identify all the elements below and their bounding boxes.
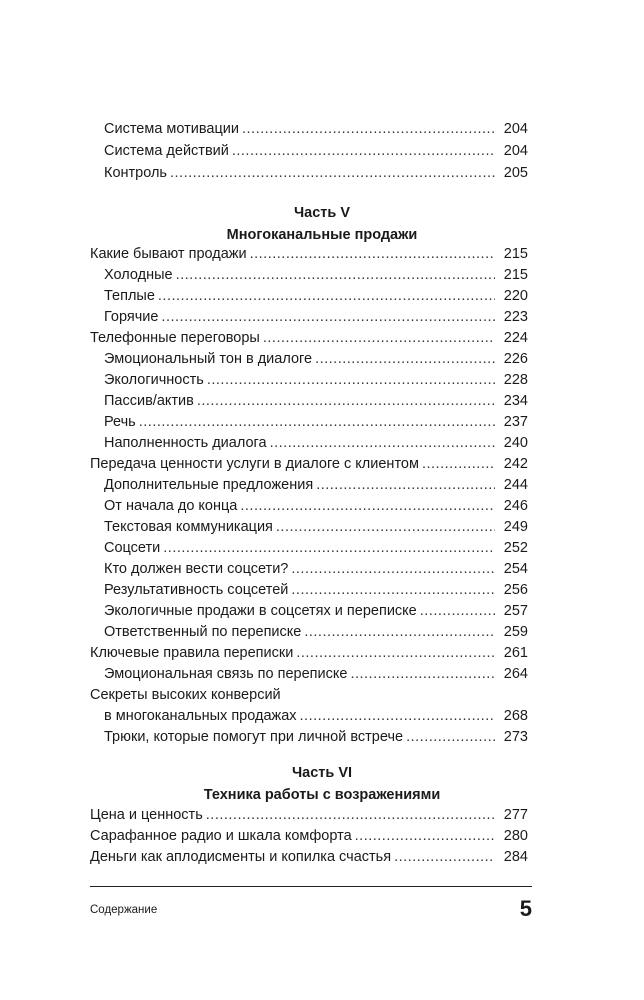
dot-leader [394, 846, 495, 868]
toc-entry [0, 390, 644, 412]
toc-entry [0, 663, 644, 685]
dot-leader [304, 621, 495, 643]
toc-entry [0, 825, 644, 847]
toc-entry [0, 264, 644, 286]
toc-entry [0, 369, 644, 391]
toc-entry-title: Экологичность [104, 372, 204, 388]
dot-leader [206, 804, 495, 826]
toc-entry-page: 257 [503, 603, 528, 619]
toc-entry-page: 224 [503, 330, 528, 346]
toc-entry [0, 243, 644, 265]
dot-leader [158, 285, 495, 307]
toc-entry [0, 705, 644, 727]
toc-entry-title: Ключевые правила переписки [90, 645, 294, 661]
toc-entry-title: Трюки, которые помогут при личной встрече [104, 729, 404, 745]
toc-entry-page: 215 [503, 267, 528, 283]
toc-entry-title: Теплые [104, 288, 155, 304]
dot-leader [355, 825, 495, 847]
toc-entry-page: 226 [503, 351, 528, 367]
toc-entry-page: 246 [503, 498, 528, 514]
dot-leader [420, 600, 495, 622]
dot-leader [406, 726, 495, 748]
toc-entry-title: Эмоциональная связь по переписке [104, 666, 348, 682]
dot-leader [163, 537, 495, 559]
toc-entry [0, 411, 644, 433]
toc-entry-title: Контроль [104, 165, 167, 181]
toc-entry-page: 256 [503, 582, 528, 598]
toc-entry-page: 204 [503, 143, 528, 159]
toc-entry [0, 726, 644, 748]
toc-entry-page: 204 [503, 121, 528, 137]
toc-entry-page: 268 [503, 708, 528, 724]
toc-entry-page: 237 [503, 414, 528, 430]
toc-entry-title: в многоканальных продажах [104, 708, 297, 724]
toc-entry-title: От начала до конца [104, 498, 238, 514]
toc-entry-page: 223 [503, 309, 528, 325]
toc-entry-title: Деньги как аплодисменты и копилка счастья [90, 849, 392, 865]
toc-entry [0, 804, 644, 826]
toc-entry [0, 162, 644, 184]
toc-entry-title: Цена и ценность [90, 807, 203, 823]
toc-entry-page: 205 [503, 165, 528, 181]
toc-entry-page: 280 [503, 828, 528, 844]
part-title: Многоканальные продажи [226, 227, 418, 243]
toc-entry [0, 579, 644, 601]
dot-leader [291, 579, 495, 601]
toc-entry [0, 621, 644, 643]
toc-entry-title: Телефонные переговоры [90, 330, 260, 346]
toc-entry [0, 453, 644, 475]
toc-entry-title: Экологичные продажи в соцсетях и переписке [104, 603, 417, 619]
dot-leader [250, 243, 495, 265]
dot-leader [315, 348, 495, 370]
toc-entry [0, 642, 644, 664]
toc-entry-title: Передача ценности услуги в диалоге с клиентом [90, 456, 419, 472]
dot-leader [291, 558, 495, 580]
part-label: Часть VI [291, 765, 353, 781]
toc-entry-page: 259 [503, 624, 528, 640]
dot-leader [350, 663, 495, 685]
dot-leader [240, 495, 495, 517]
dot-leader [300, 705, 495, 727]
running-footer-section: Содержание [90, 904, 158, 916]
toc-entry-title: Секреты высоких конверсий [90, 687, 281, 703]
toc-entry-title: Какие бывают продажи [90, 246, 247, 262]
toc-entry [0, 285, 644, 307]
toc-entry-title: Текстовая коммуникация [104, 519, 273, 535]
toc-entry-page: 264 [503, 666, 528, 682]
toc-entry-title: Результативность соцсетей [104, 582, 289, 598]
toc-entry [0, 846, 644, 868]
toc-entry [0, 348, 644, 370]
toc-entry [0, 432, 644, 454]
dot-leader [232, 140, 495, 162]
dot-leader [276, 516, 495, 538]
toc-entry-page: 240 [503, 435, 528, 451]
toc-entry [0, 306, 644, 328]
toc-entry [0, 558, 644, 580]
toc-entry-title: Пассив/актив [104, 393, 194, 409]
dot-leader [161, 306, 495, 328]
toc-entry-title: Эмоциональный тон в диалоге [104, 351, 313, 367]
toc-entry-title: Кто должен вести соцсети? [104, 561, 289, 577]
toc-entry [0, 600, 644, 622]
toc-entry-page: 228 [503, 372, 528, 388]
dot-leader [270, 432, 495, 454]
toc-entry [0, 327, 644, 349]
dot-leader [422, 453, 495, 475]
toc-entry-page: 261 [503, 645, 528, 661]
toc-entry-title: Ответственный по переписке [104, 624, 302, 640]
toc-entry-page: 252 [503, 540, 528, 556]
toc-entry-title: Сарафанное радио и шкала комфорта [90, 828, 352, 844]
toc-entry-page: 242 [503, 456, 528, 472]
toc-entry [0, 537, 644, 559]
part-title: Техника работы с возражениями [203, 787, 441, 803]
toc-entry-title: Система действий [104, 143, 229, 159]
toc-entry-page: 249 [503, 519, 528, 535]
dot-leader [242, 118, 495, 140]
toc-entry-title: Система мотивации [104, 121, 239, 137]
toc-entry [0, 140, 644, 162]
toc-entry-page: 254 [503, 561, 528, 577]
dot-leader [176, 264, 495, 286]
toc-entry-page: 277 [503, 807, 528, 823]
page-number: 5 [519, 896, 532, 921]
toc-entry-title: Холодные [104, 267, 173, 283]
toc-entry-page: 273 [503, 729, 528, 745]
toc-entry-page: 234 [503, 393, 528, 409]
toc-entry-page: 215 [503, 246, 528, 262]
toc-entry-title: Речь [104, 414, 136, 430]
dot-leader [316, 474, 495, 496]
dot-leader [170, 162, 495, 184]
toc-entry-title: Наполненность диалога [104, 435, 267, 451]
toc-entry [0, 474, 644, 496]
dot-leader [263, 327, 495, 349]
dot-leader [207, 369, 495, 391]
dot-leader [139, 411, 495, 433]
toc-entry-page: 284 [503, 849, 528, 865]
footer-rule [90, 886, 532, 887]
dot-leader [296, 642, 495, 664]
toc-entry [0, 118, 644, 140]
toc-entry-title: Дополнительные предложения [104, 477, 314, 493]
toc-entry-title: Горячие [104, 309, 159, 325]
part-label: Часть V [293, 205, 351, 221]
toc-entry [0, 516, 644, 538]
toc-entry-page: 220 [503, 288, 528, 304]
dot-leader [197, 390, 495, 412]
toc-entry-title: Соцсети [104, 540, 161, 556]
toc-entry-page: 244 [503, 477, 528, 493]
toc-entry [0, 495, 644, 517]
